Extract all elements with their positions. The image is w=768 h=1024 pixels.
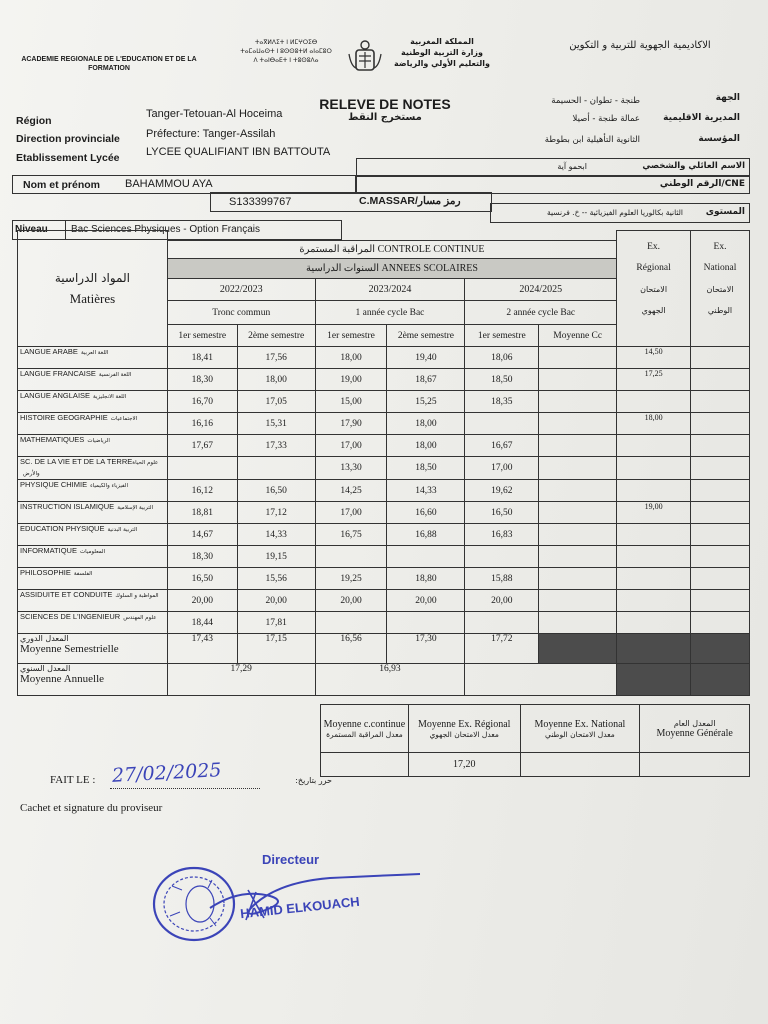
kingdom-emblem-icon [345, 36, 385, 76]
ministry-header-ar: المملكة المغربية وزارة التربية الوطنية والتعليم الأولي والرياضة [394, 37, 490, 68]
grade-cell: 18,50 [387, 457, 465, 480]
grade-cell: 20,00 [167, 590, 237, 612]
semester-header: 1er semestre [315, 325, 387, 347]
grade-cell [539, 546, 617, 568]
direction-value: Préfecture: Tanger-Assilah [146, 128, 276, 140]
grade-cell: 17,56 [237, 347, 315, 369]
subject-name: INFORMATIQUE المعلوميات [18, 546, 168, 568]
harrir-label: حرر بتاريخ: [295, 776, 332, 785]
date-line [110, 788, 260, 789]
grade-cell [617, 612, 691, 634]
grade-cell: 16,50 [237, 480, 315, 502]
grade-cell: 15,88 [465, 568, 539, 590]
tifinagh-header: ⵜⴰⴳⵍⴷⵉⵜ ⵏ ⵍⵎⵖⵔⵉⴱ ⵜⴰⵎⴰⵡⴰⵙⵜ ⵏ ⵓⵙⵙⵓⵜⵍ ⴰⵏⴰⵎⵓⵔ ⴷ ⵜⴰⵏⴱⴰⴹⵜ ⵏ ⵜⵓⵙⵓⴷⴰ [240, 39, 332, 64]
grade-cell [691, 391, 750, 413]
grade-cell: 18,41 [167, 347, 237, 369]
name-box: Nom et prénom BAHAMMOU AYA [12, 175, 356, 194]
table-row [18, 435, 750, 457]
shaded-cell [691, 664, 750, 696]
direction-label: Direction provinciale [16, 133, 120, 145]
table-row [18, 568, 750, 590]
region-value-ar: طنجة - تطوان - الحسيمة [551, 96, 640, 106]
annual-average [465, 664, 617, 696]
grade-cell: 14,50 [617, 347, 691, 369]
grade-cell: 15,00 [315, 391, 387, 413]
annual-average: 17,29 [167, 664, 315, 696]
grade-cell: 18,00 [237, 369, 315, 391]
subject-name: MATHEMATIQUES الرياضيات [18, 435, 168, 457]
grade-cell: 16,70 [167, 391, 237, 413]
subject-name: SC. DE LA VIE ET DE LA TERREعلوم الحياة والأرض [18, 457, 168, 480]
grade-cell: 17,00 [315, 435, 387, 457]
grade-cell [617, 480, 691, 502]
subject-name: HISTOIRE GEOGRAPHIE الاجتماعيات [18, 413, 168, 435]
table-row [18, 546, 750, 568]
table-row [18, 612, 750, 634]
subject-name: INSTRUCTION ISLAMIQUE التربية الإسلامية [18, 502, 168, 524]
grade-cell: 18,67 [387, 369, 465, 391]
grade-cell: 15,25 [387, 391, 465, 413]
moyenne-regional-value: 17,20 [408, 753, 520, 777]
grade-cell: 16,16 [167, 413, 237, 435]
subject-name: PHYSIQUE CHIMIE الفيزياء والكيمياء [18, 480, 168, 502]
grade-cell [617, 457, 691, 480]
semester-header: 2ème semestre [237, 325, 315, 347]
summary-table [320, 704, 750, 777]
grade-cell [539, 480, 617, 502]
grade-cell: 18,00 [315, 347, 387, 369]
grade-cell: 17,81 [237, 612, 315, 634]
grade-cell: 17,67 [167, 435, 237, 457]
grade-cell [465, 546, 539, 568]
grade-cell: 18,30 [167, 546, 237, 568]
moyenne-regional-label: Moyenne Ex. Régional معدل الامتحان الجهوي [408, 705, 520, 753]
table-row [18, 480, 750, 502]
annees-scolaires-header: السنوات الدراسية ANNEES SCOLAIRES [167, 259, 616, 279]
region-label-ar: الجهة [715, 93, 740, 103]
grade-cell [539, 612, 617, 634]
semester-average: 16,56 [315, 634, 387, 664]
grade-cell: 16,12 [167, 480, 237, 502]
grade-cell: 17,25 [617, 369, 691, 391]
grade-cell: 20,00 [387, 590, 465, 612]
grade-cell: 16,50 [167, 568, 237, 590]
grade-cell: 18,00 [387, 435, 465, 457]
table-row [18, 590, 750, 612]
grade-cell [691, 568, 750, 590]
semester-average: 17,72 [465, 634, 539, 664]
grade-cell: 18,00 [387, 413, 465, 435]
grade-cell [539, 590, 617, 612]
table-row [18, 524, 750, 546]
grade-cell [617, 391, 691, 413]
school-stamp-icon [152, 866, 236, 942]
table-row [18, 369, 750, 391]
semester-header: 2ème semestre [387, 325, 465, 347]
table-row [18, 502, 750, 524]
table-row [18, 413, 750, 435]
grade-cell: 15,31 [237, 413, 315, 435]
grade-cell: 18,44 [167, 612, 237, 634]
document-title: RELEVE DE NOTES مستخرج النقط [319, 96, 451, 123]
grade-cell [617, 568, 691, 590]
grade-cell: 19,00 [617, 502, 691, 524]
grade-cell [617, 546, 691, 568]
controle-continue-header: المراقبة المستمرة CONTROLE CONTINUE [167, 241, 616, 259]
grade-cell [691, 546, 750, 568]
grade-cell [539, 391, 617, 413]
semester-average: 17,30 [387, 634, 465, 664]
academy-name-fr: ACADEMIE REGIONALE DE L'EDUCATION ET DE LA FORMATION [21, 56, 197, 72]
shaded-cell [691, 634, 750, 664]
grade-cell: 18,06 [465, 347, 539, 369]
grade-cell [539, 524, 617, 546]
academy-name-ar: الاكاديمية الجهوية للتربية و التكوين [569, 40, 711, 51]
grade-cell: 15,56 [237, 568, 315, 590]
grade-cell [617, 524, 691, 546]
region-value: Tanger-Tetouan-Al Hoceima [146, 108, 283, 120]
ex-regional-header: Ex. Régional الامتحان الجهوي [617, 231, 691, 347]
year-2022-2023: 2022/2023 [167, 279, 315, 301]
grade-cell: 13,30 [315, 457, 387, 480]
semester-average: 17,43 [167, 634, 237, 664]
grade-cell [315, 612, 387, 634]
moyenne-national-label: Moyenne Ex. National معدل الامتحان الوطني [520, 705, 640, 753]
grade-cell [539, 568, 617, 590]
grade-cell: 19,25 [315, 568, 387, 590]
subject-name: LANGUE FRANCAISE اللغة الفرنسية [18, 369, 168, 391]
grade-cell [691, 590, 750, 612]
semester-header: 1er semestre [465, 325, 539, 347]
etablissement-label-ar: المؤسسة [698, 134, 740, 144]
signer-name: HAMID ELKOUACH [239, 893, 361, 922]
grade-cell [691, 413, 750, 435]
semester-average: 17,15 [237, 634, 315, 664]
grade-cell: 18,30 [167, 369, 237, 391]
table-row [18, 391, 750, 413]
directeur-label: Directeur [262, 852, 320, 867]
level-1-annee-bac: 1 année cycle Bac [315, 301, 465, 325]
grade-cell [539, 347, 617, 369]
moyenne-semestrielle-label: المعدل الدوري Moyenne Semestrielle [18, 634, 168, 664]
grade-cell: 17,00 [315, 502, 387, 524]
grade-cell: 16,50 [465, 502, 539, 524]
grade-cell: 18,00 [617, 413, 691, 435]
grade-cell: 19,15 [237, 546, 315, 568]
level-ar-box: الثانية بكالوريا العلوم الفيزيائية -- خ. فرنسية المستوى [490, 203, 750, 223]
grade-cell [465, 413, 539, 435]
grade-cell [617, 590, 691, 612]
grades-table [17, 230, 750, 696]
grade-cell: 18,81 [167, 502, 237, 524]
grade-cell: 20,00 [315, 590, 387, 612]
etablissement-value: LYCEE QUALIFIANT IBN BATTOUTA [146, 146, 331, 158]
moyenne-cc-header: Moyenne Cc [539, 325, 617, 347]
grade-cell [691, 612, 750, 634]
ex-national-header: Ex. National الامتحان الوطني [691, 231, 750, 347]
grade-cell: 17,33 [237, 435, 315, 457]
moyenne-generale-value [640, 753, 750, 777]
grade-cell [539, 502, 617, 524]
matieres-header: المواد الدراسية Matières [18, 231, 168, 347]
direction-label-ar: المديرية الاقليمية [663, 113, 740, 123]
fait-le-label: FAIT LE : [50, 774, 96, 786]
level-2-annee-bac: 2 année cycle Bac [465, 301, 617, 325]
grade-cell [539, 369, 617, 391]
cachet-label: Cachet et signature du proviseur [20, 802, 163, 814]
shaded-cell [617, 634, 691, 664]
grade-cell [465, 612, 539, 634]
grade-cell: 17,90 [315, 413, 387, 435]
grade-cell: 17,05 [237, 391, 315, 413]
grade-cell: 16,88 [387, 524, 465, 546]
grade-cell: 18,35 [465, 391, 539, 413]
region-label: Région [16, 115, 52, 127]
grade-cell [691, 524, 750, 546]
grade-cell: 19,40 [387, 347, 465, 369]
grade-cell: 18,80 [387, 568, 465, 590]
grade-cell [691, 369, 750, 391]
grade-cell [237, 457, 315, 480]
grade-cell [539, 413, 617, 435]
subject-name: LANGUE ANGLAISE اللغة الانجليزية [18, 391, 168, 413]
shaded-cell [617, 664, 691, 696]
grade-cell [315, 546, 387, 568]
grade-cell: 16,75 [315, 524, 387, 546]
grade-cell [691, 347, 750, 369]
moyenne-cc-value [321, 753, 409, 777]
moyenne-cc-label: Moyenne c.continue معدل المراقبة المستمرة [321, 705, 409, 753]
grade-cell: 20,00 [465, 590, 539, 612]
name-ar-box: الاسم العائلي والشخصي ابحمو آية [356, 158, 750, 176]
grade-cell: 18,50 [465, 369, 539, 391]
annual-average: 16,93 [315, 664, 465, 696]
cne-header-box: CNE/الرقم الوطني [356, 176, 750, 194]
table-row [18, 457, 750, 480]
grade-cell [691, 502, 750, 524]
grade-cell: 14,33 [237, 524, 315, 546]
etablissement-label: Etablissement Lycée [16, 152, 120, 164]
moyenne-generale-label: المعدل العام Moyenne Générale [640, 705, 750, 753]
grade-cell: 20,00 [237, 590, 315, 612]
year-2024-2025: 2024/2025 [465, 279, 617, 301]
grade-cell [691, 435, 750, 457]
grade-cell: 16,67 [465, 435, 539, 457]
grade-cell: 14,25 [315, 480, 387, 502]
grade-cell [539, 457, 617, 480]
subject-name: SCIENCES DE L'INGENIEUR علوم المهندس [18, 612, 168, 634]
table-row [18, 347, 750, 369]
level-tronc-commun: Tronc commun [167, 301, 315, 325]
etablissement-value-ar: الثانوية التأهيلية ابن بطوطة [544, 135, 640, 145]
grade-cell [539, 435, 617, 457]
subject-name: LANGUE ARABE اللغة العربية [18, 347, 168, 369]
handwritten-date: 27/02/2025 [111, 759, 223, 787]
grade-cell: 16,60 [387, 502, 465, 524]
subject-name: PHILOSOPHIE الفلسفة [18, 568, 168, 590]
moyenne-annuelle-label: المعدل السنوي Moyenne Annuelle [18, 664, 168, 696]
level-box: Niveau Bac Sciences Physiques - Option Français [12, 220, 342, 240]
grade-cell [387, 546, 465, 568]
shaded-cell [539, 634, 617, 664]
grade-cell: 16,83 [465, 524, 539, 546]
direction-value-ar: عمالة طنجة - أصيلا [572, 114, 640, 124]
grade-cell: 17,12 [237, 502, 315, 524]
grade-cell: 14,67 [167, 524, 237, 546]
grade-cell [617, 435, 691, 457]
grade-cell [691, 480, 750, 502]
moyenne-national-value [520, 753, 640, 777]
subject-name: ASSIDUITE ET CONDUITE المواظبة و السلوك [18, 590, 168, 612]
grade-cell: 14,33 [387, 480, 465, 502]
subject-name: EDUCATION PHYSIQUE التربية البدنية [18, 524, 168, 546]
semester-header: 1er semestre [167, 325, 237, 347]
grade-cell [167, 457, 237, 480]
grade-cell: 19,62 [465, 480, 539, 502]
grade-cell [691, 457, 750, 480]
grade-cell [387, 612, 465, 634]
grade-cell: 19,00 [315, 369, 387, 391]
grade-cell: 17,00 [465, 457, 539, 480]
massar-box: S133399767 C.MASSAR/رمز مسار [210, 192, 492, 212]
year-2023-2024: 2023/2024 [315, 279, 465, 301]
